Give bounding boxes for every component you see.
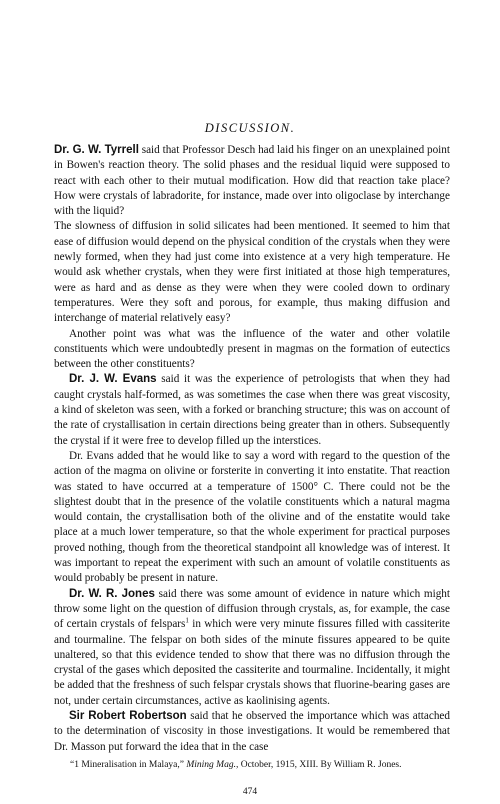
speaker-name: Sir Robert Robertson — [69, 709, 187, 722]
footnote-reference[interactable]: 1 — [185, 616, 189, 625]
paragraph-evans — [54, 372, 450, 448]
paragraph-text: said it was the experience of petrologists that when they had caught crystals half-formed, as was sometimes the case when there was great viscosity, a kind of skeleton was seen, with a forked or branching structure; this was on account of the rate of crystallisation in certain directions being greater than in others. Subsequently the crystal if it were free to develop filled up the interstices. — [54, 373, 451, 447]
paragraph-text: There could not be the slightest doubt that in the presence of the volatile constituents which a natural magma would contain, the crystallisation both of the olivine and of the enstatite would take place at a much lower temperature, so that the whole experiment for practical purposes proved nothing, though from the theoretical standpoint all knowledge was of interest. It was important to repeat the experiment with such an amount of volatile constituents as would probably be present in nature. — [54, 480, 451, 585]
footnote-marker: “1 — [70, 760, 79, 770]
paragraph-text: The slowness of diffusion in solid silicates had been mentioned. It seemed to him that ease of diffusion would depend on the physical condition of the crystals when they were newly formed, when they had just come into existence at a very high temperature. He would ask whether crystals, when they were first initiated at those high temperatures, were as hard and as dense as they were when they were cooled down to ordinary temperatures. Were they soft and porous, for example, thus making diffusion and interchange of material relatively easy? — [54, 220, 450, 325]
speaker-name: Dr. J. W. Evans — [69, 373, 157, 386]
paragraph-robertson — [54, 709, 450, 755]
paragraph-text: said that he observed the importance which was attached to the determination of viscosity in those investigations. It would be remembered that Dr. Masson put forward the idea that in the case — [54, 709, 450, 753]
page-number: 474 — [242, 787, 258, 797]
paragraph-volatile — [54, 327, 450, 373]
paragraph-text: Another point was what was the influence of the water and other volatile constituents which were undoubtedly present in magmas on the formation of eutectics between the other constituents? — [54, 327, 450, 371]
footnote-title: Mineralisation in Malaya,” — [81, 760, 184, 770]
paragraph-text: said there was some amount of evidence in nature which might throw some light on the question of diffusion through crystals, as, for example, the case of certain crystals of felspars — [54, 587, 451, 631]
paragraph-diffusion — [54, 219, 450, 326]
temperature-value: 1500° C. — [291, 480, 334, 493]
paragraph-text: Dr. Evans added that he would like to say a word with regard to the question of the action of the magma on olivine or forsterite in converting it into enstatite. That reaction was stated to have occurred at a temperature of — [54, 449, 450, 493]
paragraph-text: in which were very minute fissures filled with cassiterite and tourmaline. The felspar on both sides of the minute fissures appeared to be quite unaltered, so that this evidence tended to show that there was no diffusion through the crystal of the gases which deposited the cassiterite and tourmaline. Incidentally, it might be added that the freshness of such felspar crystals shows that fluorine-bearing gases are not, under certain circumstances, active as kaolinising agents. — [54, 618, 451, 707]
paragraph-evans-olivine — [54, 449, 450, 587]
footnote-journal: Mining Mag., — [186, 760, 239, 770]
paragraph-jones — [54, 587, 450, 709]
paragraph-text: said that Professor Desch had laid his finger on an unexplained point in Bowen's reaction theory. The solid phases and the residual liquid were supposed to react with each other to their mutual modification. How did that reaction take place? How were crystals of labradorite, for instance, made over into oligoclase by interchange with the liquid? — [54, 144, 450, 218]
body-text — [54, 143, 450, 755]
paragraph-tyrrell — [54, 143, 450, 219]
speaker-name: Dr. G. W. Tyrrell — [54, 144, 139, 156]
footnote-details: October, 1915, XIII. By William R. Jones. — [240, 760, 402, 770]
speaker-name: Dr. W. R. Jones — [69, 587, 155, 600]
section-heading: DISCUSSION. — [204, 121, 296, 135]
footnote — [70, 759, 450, 771]
